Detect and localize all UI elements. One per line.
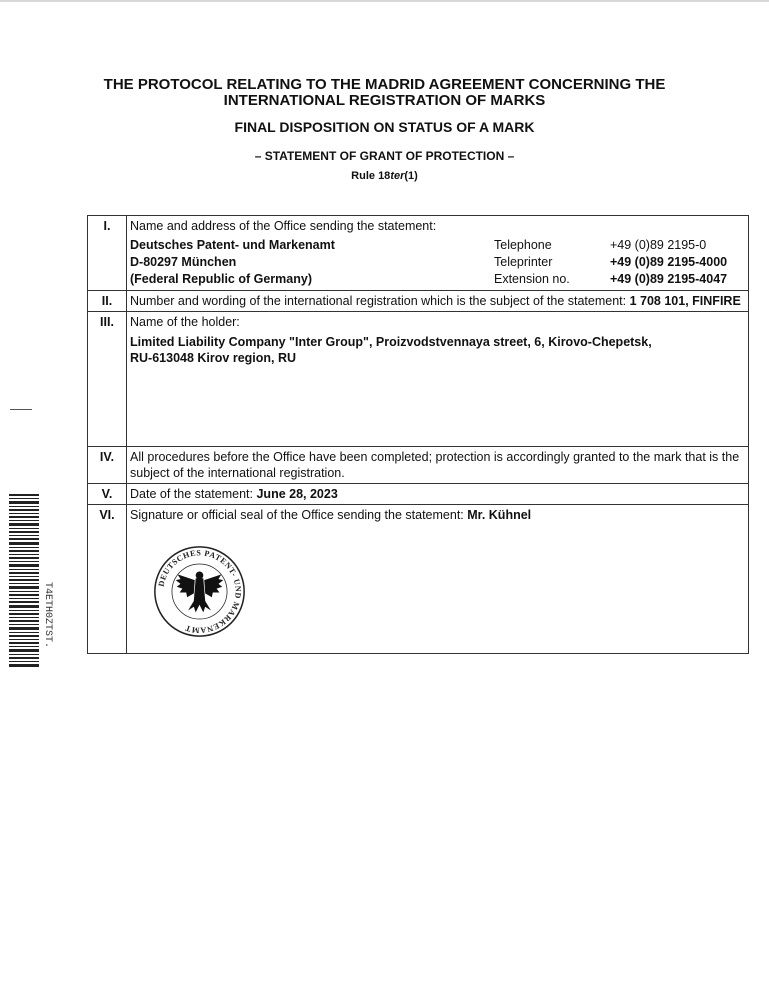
section-number: I. xyxy=(88,216,127,291)
section-5-row xyxy=(88,484,749,505)
rule-prefix: Rule 18 xyxy=(351,170,391,182)
contact-labels xyxy=(494,237,610,288)
title-line-2: INTERNATIONAL REGISTRATION OF MARKS xyxy=(223,92,546,109)
top-edge-line xyxy=(0,0,769,2)
extension-value: +49 (0)89 2195-4047 xyxy=(610,272,728,286)
statement-type: – STATEMENT OF GRANT OF PROTECTION – xyxy=(254,149,515,163)
section-number: III. xyxy=(88,312,127,447)
holder-line-2: RU-613048 Kirov region, RU xyxy=(130,351,297,365)
office-name: Deutsches Patent- und Markenamt xyxy=(130,238,335,252)
section-3-row xyxy=(88,312,749,447)
telephone-value: +49 (0)89 2195-0 xyxy=(610,238,707,252)
teleprinter-label: Teleprinter xyxy=(494,255,553,269)
holder-line-1: Limited Liability Company "Inter Group", Proizvodstvennaya street, 6, Kirovo-Chepetsk, xyxy=(130,335,652,349)
registration-number: 1 708 101, xyxy=(629,294,689,308)
title-line-1: THE PROTOCOL RELATING TO THE MADRID AGREEMENT CONCERNING THE xyxy=(103,76,666,93)
rule-suffix: (1) xyxy=(404,170,418,182)
section-number: II. xyxy=(88,291,127,312)
office-address-block xyxy=(130,237,745,288)
telephone-label: Telephone xyxy=(494,238,552,252)
office-address xyxy=(130,237,494,288)
vertical-document-code: T4ETH0ZTST. xyxy=(42,582,53,649)
section-content: All procedures before the Office have been completed; protection is accordingly granted to the mark that is the subject of the international registration. xyxy=(127,447,749,484)
section-content xyxy=(127,505,749,654)
contact-values xyxy=(610,237,745,288)
office-country: (Federal Republic of Germany) xyxy=(130,272,312,286)
margin-mark xyxy=(10,409,32,410)
section-6-row xyxy=(88,505,749,654)
mark-name: FINFIRE xyxy=(692,294,741,308)
section-number: IV. xyxy=(88,447,127,484)
section-2-row xyxy=(88,291,749,312)
section-label: Name of the holder: xyxy=(130,315,240,329)
office-city: D-80297 München xyxy=(130,255,237,269)
extension-label: Extension no. xyxy=(494,272,570,286)
signatory-name: Mr. Kühnel xyxy=(467,508,532,522)
document-subtitle: FINAL DISPOSITION ON STATUS OF A MARK xyxy=(234,119,535,135)
section-label: Signature or official seal of the Office sending the statement: xyxy=(130,508,464,522)
section-number: V. xyxy=(88,484,127,505)
section-label: Name and address of the Office sending the statement: xyxy=(130,219,437,233)
section-label: Date of the statement: xyxy=(130,487,253,501)
rule-reference xyxy=(0,170,769,183)
document-title xyxy=(0,77,769,109)
teleprinter-value: +49 (0)89 2195-4000 xyxy=(610,255,728,269)
svg-text:DEUTSCHES PATENT- UND MARKENAM: DEUTSCHES PATENT- UND MARKENAMT xyxy=(156,548,243,635)
barcode-icon xyxy=(9,494,39,668)
rule-italic: ter xyxy=(390,170,405,182)
section-content xyxy=(127,291,749,312)
section-content xyxy=(127,216,749,291)
eagle-seal-icon xyxy=(152,544,247,639)
statement-date: June 28, 2023 xyxy=(256,487,338,501)
section-1-row xyxy=(88,216,749,291)
section-4-row xyxy=(88,447,749,484)
section-content xyxy=(127,484,749,505)
section-content xyxy=(127,312,749,447)
section-label: Number and wording of the international registration which is the subject of the statement: xyxy=(130,294,627,308)
statement-table xyxy=(87,215,749,654)
section-number: VI. xyxy=(88,505,127,654)
